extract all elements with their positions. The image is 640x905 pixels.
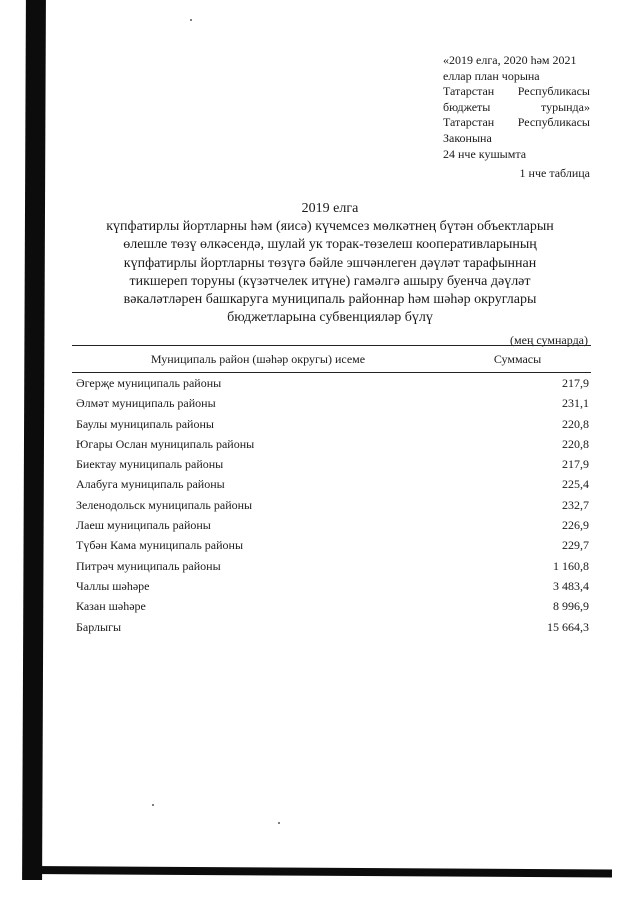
district-name: Түбән Кама муниципаль районы [76, 538, 244, 553]
district-name: Әлмәт муниципаль районы [76, 396, 216, 411]
title-line: вәкаләтләрен башкаруга муниципаль районнар һәм шәһәр округлары [123, 292, 537, 308]
scan-speck [190, 19, 192, 21]
scan-edge-left [22, 0, 46, 880]
scan-edge-bottom [30, 866, 612, 878]
table-row [72, 617, 591, 637]
header-note-word: Татарстан [443, 115, 495, 130]
title-line: өлешле төзү өлкәсендә, шулай ук торак-төзелеш кооперативларының [123, 237, 537, 253]
header-note-line [443, 115, 590, 131]
district-name: Әгерҗе муниципаль районы [76, 376, 222, 390]
district-name: Югары Ослан муниципаль районы [76, 436, 255, 451]
header-district-name: Муниципаль район (шәһәр округы) исеме [150, 352, 366, 366]
table-row [72, 535, 591, 555]
table-row [72, 373, 591, 393]
header-note-word: Татарстан [443, 84, 495, 99]
amount: 15 664,3 [547, 619, 589, 634]
header-note-word: Законына [443, 130, 492, 145]
table-row [72, 454, 591, 474]
title-line: бюджетларына субвенцияләр бүлү [227, 310, 433, 326]
header-note-word: Республикасы [517, 115, 590, 130]
appendix-header-note [443, 53, 590, 162]
table-row [72, 393, 591, 413]
amount: 217,9 [562, 457, 589, 472]
header-note-line [443, 100, 590, 116]
district-name: Биектау муниципаль районы [76, 457, 224, 472]
header-note-word: еллар план чорына [443, 68, 540, 83]
title-line: 2019 елга [301, 201, 359, 216]
amount: 232,7 [562, 497, 589, 512]
district-name: Алабуга муниципаль районы [76, 477, 225, 492]
district-name: Питрәч муниципаль районы [76, 558, 221, 573]
amount: 1 160,8 [553, 558, 589, 573]
document-title [100, 200, 560, 327]
amount: 3 483,4 [553, 578, 589, 593]
table-body [72, 373, 591, 637]
title-line: күпфатирлы йортларны төзүгә бәйле эшчәнлеген дәүләт тарафыннан [123, 255, 537, 271]
header-note-line [443, 131, 590, 147]
district-name: Барлыгы [76, 619, 122, 634]
header-note-word: 24 нче кушымта [443, 146, 527, 161]
district-name: Баулы муниципаль районы [76, 416, 214, 431]
table-row [72, 495, 591, 515]
amount: 229,7 [562, 538, 589, 553]
amount: 226,9 [562, 518, 589, 533]
header-amount: Суммасы [493, 352, 542, 366]
table-row [72, 576, 591, 596]
amount: 217,9 [562, 376, 589, 390]
header-note-word: бюджеты [443, 99, 491, 114]
header-note-line [443, 53, 590, 69]
header-note-word: «2019 елга, 2020 һәм 2021 [443, 53, 577, 67]
amount: 231,1 [562, 396, 589, 411]
scan-speck [152, 804, 154, 806]
district-name: Чаллы шәһәре [76, 578, 150, 593]
table-row [72, 414, 591, 434]
title-line: тикшереп торуны (күзәтчелек итүне) гамәлгә ашыру буенча дәүләт [129, 273, 531, 289]
table-row [72, 434, 591, 454]
amount: 225,4 [562, 477, 589, 492]
table-row [72, 515, 591, 535]
amount: 220,8 [562, 436, 589, 451]
table-header-row [72, 345, 591, 373]
amount: 220,8 [562, 416, 589, 431]
district-name: Лаеш муниципаль районы [76, 518, 211, 533]
table-number: 1 нче таблица [519, 166, 590, 180]
scan-speck [278, 822, 280, 824]
table-row [72, 556, 591, 576]
header-note-line [443, 84, 590, 100]
header-note-word: Республикасы [517, 84, 590, 99]
table-row [72, 474, 591, 494]
amount: 8 996,9 [553, 599, 589, 614]
subvention-table [72, 345, 591, 637]
title-line: күпфатирлы йортларны һәм (яисә) күчемсез мөлкәтнең бүтән объектларын [106, 219, 554, 235]
table-row [72, 596, 591, 616]
header-note-word: турында» [540, 99, 590, 114]
header-note-line [443, 147, 590, 163]
district-name: Зеленодольск муниципаль районы [76, 497, 253, 512]
units-note: (мең сумнарда) [510, 333, 588, 347]
header-note-line [443, 69, 590, 85]
district-name: Казан шәһәре [76, 599, 146, 614]
